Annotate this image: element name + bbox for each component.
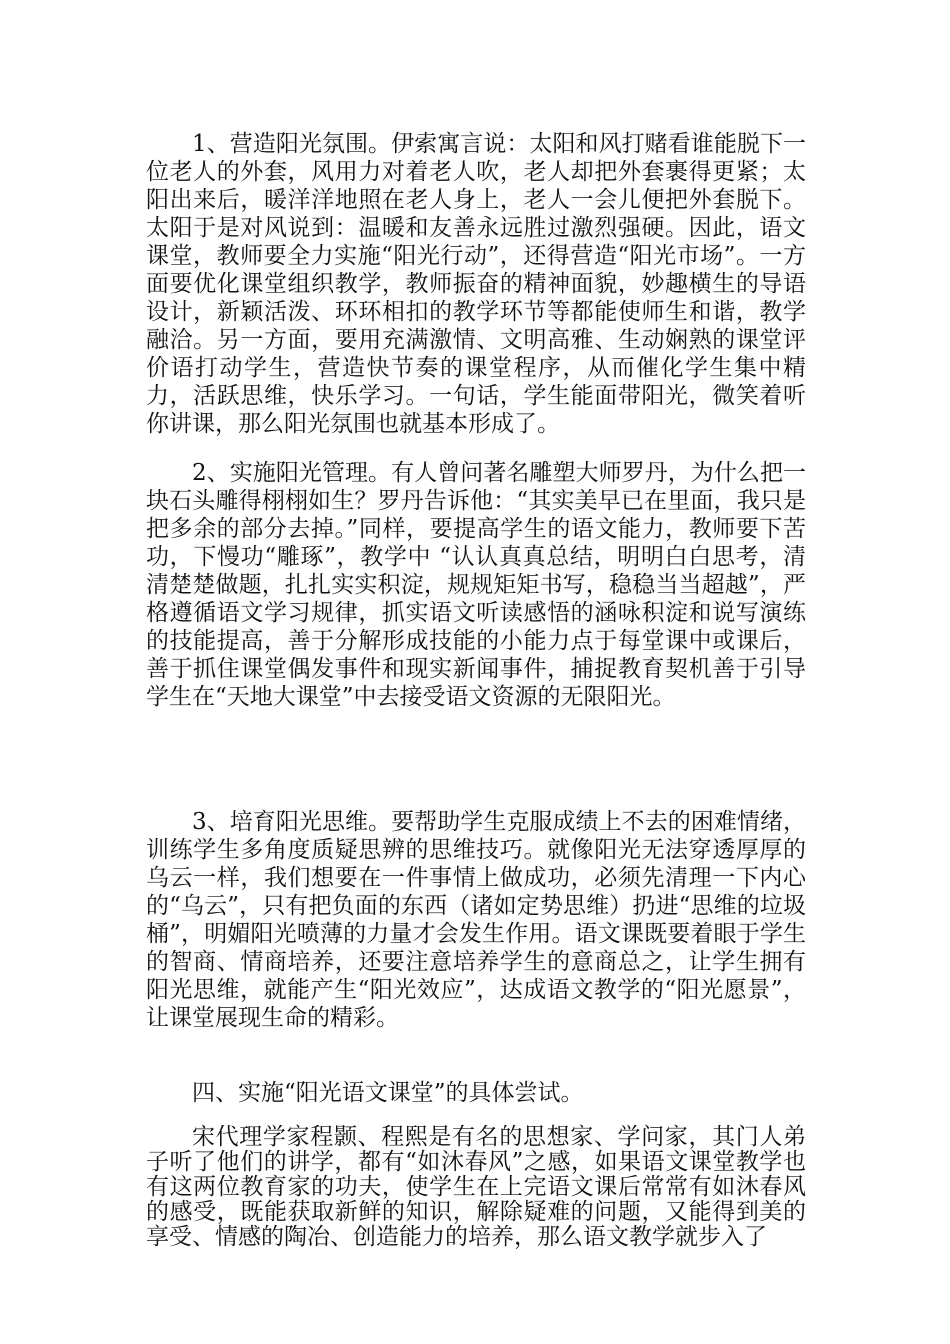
section-heading-four: 四、实施“阳光语文课堂”的具体尝试。 [192, 1080, 584, 1106]
paragraph-sunshine-thinking: 3、培育阳光思维。要帮助学生克服成绩上不去的困难情绪，训练学生多角度质疑思辨的思维技巧。就像阳光无法穿透厚厚的乌云一样，我们想要在一件事情上做成功，必须先清理一下内心的“乌云”，只有把负面的东西（诸如定势思维）扔进“思维的垃圾桶”，明媚阳光喷薄的力量才会发生作用。语文课既要着眼于学生的智商、情商培养，还要注意培养学生的意商总之，让学生拥有阳光思维，就能产生“阳光效应”，达成语文教学的“阳光愿景”，让课堂展现生命的精彩。 [146, 809, 806, 1031]
paragraph-sunshine-management: 2、实施阳光管理。有人曾问著名雕塑大师罗丹，为什么把一块石头雕得栩栩如生？罗丹告诉他：“其实美早已在里面，我只是把多余的部分去掉。”同样，要提高学生的语文能力，教师要下苦功，下慢功“雕琢”，教学中 “认认真真总结，明明白白思考，清清楚楚做题，扎扎实实积淀，规规矩矩书写，稳稳当当超越”，严格遵循语文学习规律，抓实语文听读感悟的涵咏积淀和说写演练的技能提高，善于分解形成技能的小能力点于每堂课中或课后，善于抓住课堂偶发事件和现实新闻事件，捕捉教育契机善于引导学生在“天地大课堂”中去接受语文资源的无限阳光。 [146, 460, 806, 710]
paragraph-song-dynasty: 宋代理学家程颢、程熙是有名的思想家、学问家，其门人弟子听了他们的讲学，都有“如沐春风”之感，如果语文课堂教学也有这两位教育家的功夫，使学生在上完语文课后常常有如沐春风的感受，既能获取新鲜的知识，解除疑难的问题，又能得到美的享受、情感的陶冶、创造能力的培养，那么语文教学就步入了 [146, 1124, 806, 1250]
paragraph-sunshine-atmosphere: 1、营造阳光氛围。伊索寓言说：太阳和风打赌看谁能脱下一位老人的外套，风用力对着老人吹，老人却把外套裹得更紧；太阳出来后，暖洋洋地照在老人身上，老人一会儿便把外套脱下。太阳于是对风说到：温暖和友善永远胜过激烈强硬。因此，语文课堂，教师要全力实施“阳光行动”，还得营造“阳光市场”。一方面要优化课堂组织教学，教师振奋的精神面貌，妙趣横生的导语设计，新颖活泼、环环相扣的教学环节等都能使师生和谐，教学融洽。另一方面，要用充满激情、文明高雅、生动娴熟的课堂评价语打动学生，营造快节奏的课堂程序，从而催化学生集中精力，活跃思维，快乐学习。一句话，学生能面带阳光，微笑着听你讲课，那么阳光氛围也就基本形成了。 [146, 131, 806, 437]
